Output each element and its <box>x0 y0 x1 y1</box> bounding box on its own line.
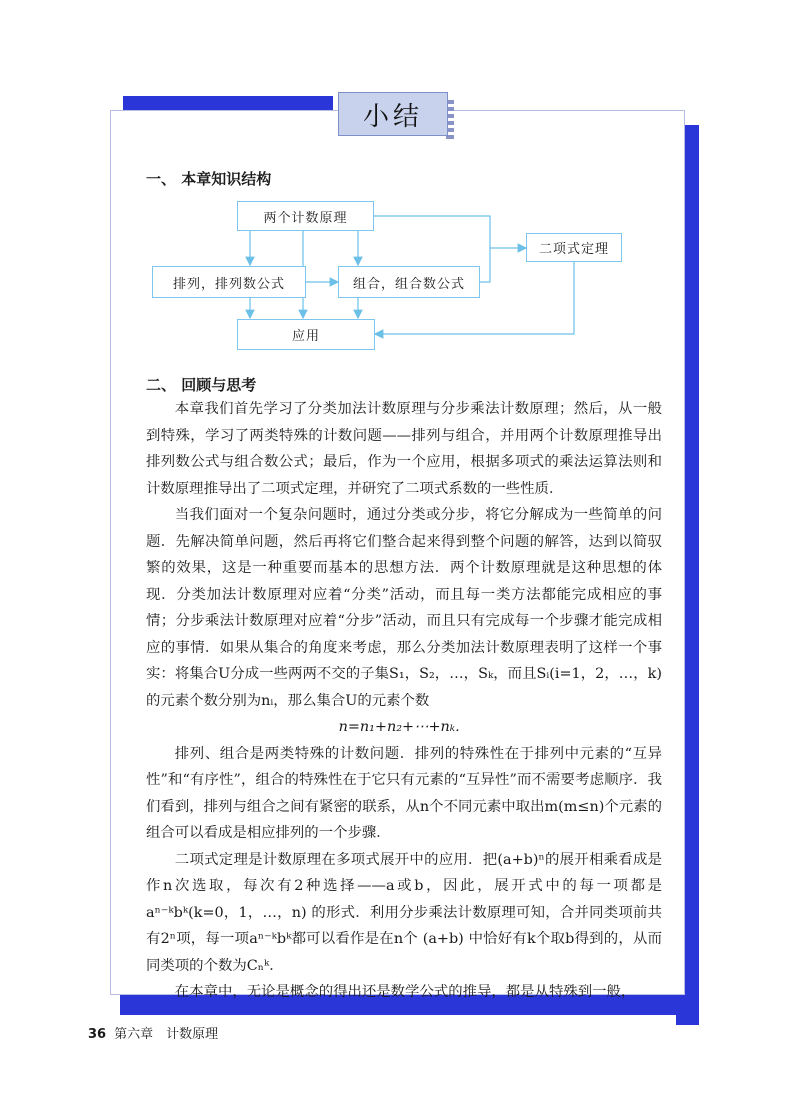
section2-heading: 二、 回顾与思考 <box>146 376 257 394</box>
paragraph: 排列、组合是两类特殊的计数问题．排列的特殊性在于排列中元素的“互异性”和“有序性”，组合的特殊性在于它只有元素的“互异性”而不需要考虑顺序．我们看到，排列与组合之间有紧密的联系，从n个不同元素中取出m(m≤n)个元素的组合可以看成是相应排列的一个步骤． <box>146 745 662 841</box>
page-footer <box>88 1023 218 1042</box>
paragraph: 本章我们首先学习了分类加法计数原理与分步乘法计数原理；然后，从一般到特殊，学习了两类特殊的计数问题——排列与组合，并用两个计数原理推导出排列数公式与组合数公式；最后，作为一个应用，根据多项式的乘法运算法则和计数原理推导出了二项式定理，并研究了二项式系数的一些性质． <box>146 401 662 497</box>
page-number: 36 <box>88 1027 107 1042</box>
paragraph: 当我们面对一个复杂问题时，通过分类或分步，将它分解成为一些简单的问题．先解决简单问题，然后再将它们整合起来得到整个问题的解答，达到以简驭繁的效果，这是一种重要而基本的思想方法．两个计数原理就是这种思想的体现．分类加法计数原理对应着“分类”活动，而且每一类方法都能完成相应的事情；分步乘法计数原理对应着“分步”活动，而且只有完成每一个步骤才能完成相应的事情．如果从集合的角度来考虑，那么分类加法计数原理表明了这样一个事实：将集合U分成一些两两不交的子集S₁，S₂，…，Sₖ，而且Sᵢ(i=1，2，…，k) 的元素个数分别为nᵢ，那么集合U的元素个数 <box>146 507 662 709</box>
diagram-box-two-principles: 两个计数原理 <box>237 201 374 231</box>
paragraph: 二项式定理是计数原理在多项式展开中的应用．把(a+b)ⁿ的展开相乘看成是作n次选取，每次有2种选择——a或b，因此，展开式中的每一项都是aⁿ⁻ᵏbᵏ(k=0，1，…，n) 的形式．利用分步乘法计数原理可知，合并同类项前共有2ⁿ项，每一项aⁿ⁻ᵏbᵏ都可以看作是在n个 (a+b) 中恰好有k个取b得到的，从而同类项的个数为Cₙᵏ． <box>146 851 662 974</box>
diagram-box-application: 应用 <box>237 319 375 350</box>
paragraph: 在本章中，无论是概念的得出还是数学公式的推导，都是从特殊到一般， <box>174 984 636 1000</box>
formula: n=n₁+n₂+⋯+nₖ． <box>338 719 470 735</box>
arrow-top-to-binom <box>374 216 526 248</box>
diagram-box-combination: 组合，组合数公式 <box>338 266 480 298</box>
diagram-box-binomial: 二项式定理 <box>526 233 622 262</box>
section1-heading: 一、 本章知识结构 <box>146 170 272 188</box>
diagram-box-permutation: 排列，排列数公式 <box>152 266 306 298</box>
chapter-label: 第六章 计数原理 <box>114 1027 219 1042</box>
page-title: 小结 <box>338 92 448 136</box>
review-text <box>146 396 662 1006</box>
arrow-comb-to-binom <box>480 248 490 282</box>
